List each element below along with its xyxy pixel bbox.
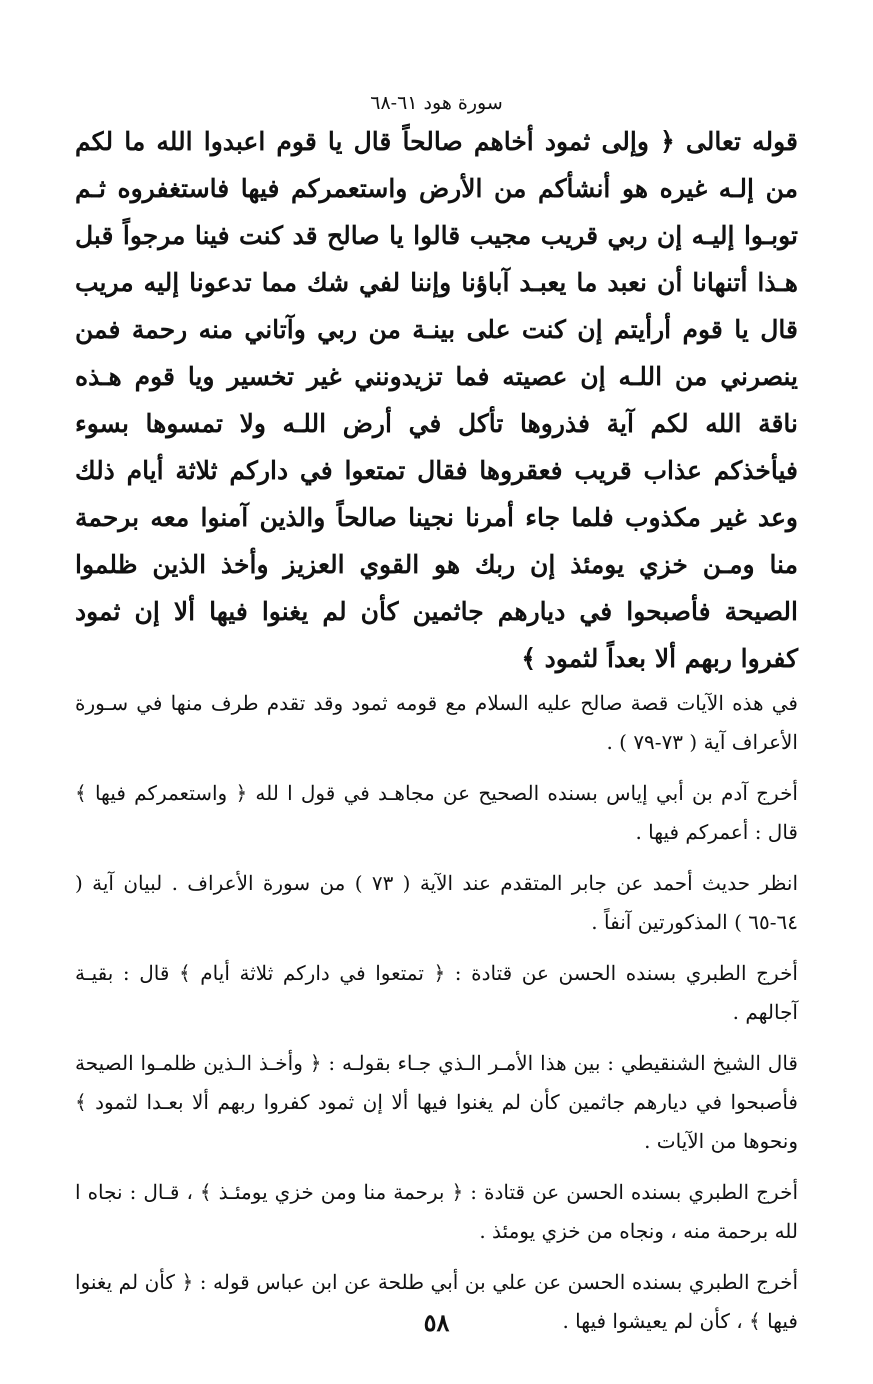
verse-block: قوله تعالى ﴿ وإلى ثمود أخاهم صالحاً قال يا قوم اعبدوا الله ما لكم من إلـه غيره هو أنشأكم من الأرض واستعمركم فيها فاستغفروه ثـم توبـوا إليـه إن ربي قريب مجيب قالوا يا صالح قد كنت فينا مرجواً قبل هـذا أتنهانا أن نعبد ما يعبـد آباؤنا وإننا لفي شك مما تدعونا إليه مريب قال يا قوم أرأيتم إن كنت على بينـة من ربي وآتاني منه رحمة فمن ينصرني من اللـه إن عصيته فما تزيدونني غير تخسير ويا قوم هـذه ناقة الله لكم آية فذروها تأكل في أرض اللـه ولا تمسوها بسوء فيأخذكم عذاب قريب فعقروها فقال تمتعوا في داركم ثلاثة أيام ذلك وعد غير مكذوب فلما جاء أمرنا نجينا صالحاً والذين آمنوا معه برحمة منا ومـن خزي يومئذ إن ربك هو القوي العزيز وأخذ الذين ظلموا الصيحة فأصبحوا في ديارهم جاثمين كأن لم يغنوا فيها ألا إن ثمود كفروا ربهم ألا بعداً لثمود ﴾ [75, 127, 798, 673]
paragraph-1: في هذه الآيات قصة صالح عليه السلام مع قومه ثمود وقد تقدم طرف منها في سـورة الأعراف آية ( ٧٣-٧٩ ) . [75, 691, 798, 754]
paragraph-3: انظر حديث أحمد عن جابر المتقدم عند الآية ( ٧٣ ) من سورة الأعراف . لبيان آية ( ٦٤-٦٥ ) المذكورتين آنفاً . [75, 871, 798, 934]
page-header: سورة هود ٦١-٦٨ [370, 92, 503, 114]
paragraph-5: قال الشيخ الشنقيطي : بين هذا الأمـر الـذي جـاء بقولـه : ﴿ وأخـذ الـذين ظلمـوا الصيحة فأصبحوا في ديارهم جاثمين كأن لم يغنوا فيها ألا إن ثمود كفروا ربهم ألا بعـدا لثمود ﴾ ونحوها من الآيات . [75, 1051, 798, 1153]
paragraph-7: أخرج الطبري بسنده الحسن عن علي بن أبي طلحة عن ابن عباس قوله : ﴿ كأن لم يغنوا فيها ﴾ ، كأن لم يعيشوا فيها . [75, 1270, 798, 1333]
paragraph-2: أخرج آدم بن أبي إياس بسنده الصحيح عن مجاهـد في قول ا لله ﴿ واستعمركم فيها ﴾ قال : أعمركم فيها . [75, 781, 798, 844]
paragraph-4: أخرج الطبري بسنده الحسن عن قتادة : ﴿ تمتعوا في داركم ثلاثة أيام ﴾ قال : بقيـة آجالهم . [75, 961, 798, 1024]
paragraph-6: أخرج الطبري بسنده الحسن عن قتادة : ﴿ برحمة منا ومن خزي يومئـذ ﴾ ، قـال : نجاه ا لله برحمة منه ، ونجاه من خزي يومئذ . [75, 1180, 798, 1243]
page-number: ٥٨ [423, 1308, 450, 1337]
